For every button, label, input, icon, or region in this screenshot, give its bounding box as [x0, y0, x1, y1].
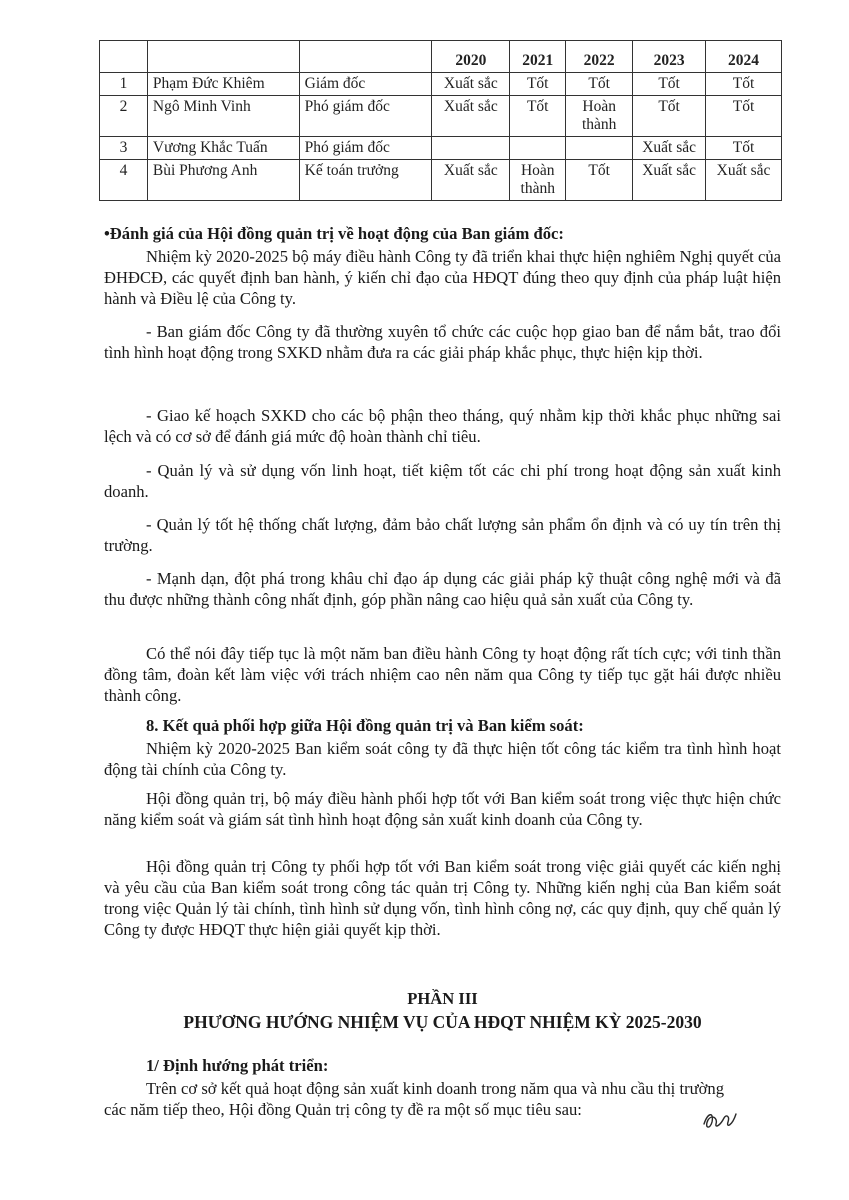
initials-signature-icon	[700, 1104, 740, 1134]
bullet-item: - Mạnh dạn, đột phá trong khâu chỉ đạo áp dụng các giải pháp kỹ thuật công nghệ mới và đã thu được những thành công nhất định, góp phần nâng cao hiệu quả sản xuất của Công ty.	[104, 569, 781, 609]
table-cell: Xuất sắc	[432, 96, 510, 137]
table-row	[100, 160, 782, 201]
table-cell: 3	[100, 137, 148, 160]
development-heading: 1/ Định hướng phát triển:	[146, 1056, 329, 1075]
table-cell: Ngô Minh Vinh	[147, 96, 299, 137]
part-subtitle: PHƯƠNG HƯỚNG NHIỆM VỤ CỦA HĐQT NHIỆM KỲ 2025-2030	[183, 1012, 702, 1032]
table-header-cell	[299, 41, 432, 73]
table-cell: Xuất sắc	[432, 73, 510, 96]
table-cell: Phạm Đức Khiêm	[147, 73, 299, 96]
paragraph: Nhiệm kỳ 2020-2025 bộ máy điều hành Công ty đã triển khai thực hiện nghiêm Nghị quyết của ĐHĐCĐ, các quyết định ban hành, ý kiến chỉ đạo của HĐQT đúng theo quy định của pháp luật hiện hành và Điều lệ của Công ty.	[104, 247, 781, 308]
table-cell: Xuất sắc	[633, 160, 706, 201]
table-cell: 2	[100, 96, 148, 137]
table-header-row	[100, 41, 782, 73]
paragraph: Có thể nói đây tiếp tục là một năm ban điều hành Công ty hoạt động rất tích cực; với tinh thần đồng tâm, đoàn kết làm việc với trách nhiệm cao nên năm qua Công ty tiếp tục gặt hái được nhiều thành công.	[104, 644, 781, 705]
bullet-item: - Ban giám đốc Công ty đã thường xuyên tổ chức các cuộc họp giao ban để nắm bắt, trao đổi tình hình hoạt động trong SXKD nhằm đưa ra các giải pháp khắc phục, thực hiện kịp thời.	[104, 322, 781, 362]
table-row	[100, 73, 782, 96]
table-cell: Tốt	[510, 96, 566, 137]
table-cell: 1	[100, 73, 148, 96]
table-cell: Tốt	[706, 137, 782, 160]
table-header-cell: 2023	[633, 41, 706, 73]
paragraph: Hội đồng quản trị Công ty phối hợp tốt với Ban kiểm soát trong việc giải quyết các kiến nghị và yêu cầu của Ban kiểm soát trong công tác quản trị Công ty. Những kiến nghị của Ban kiểm soát trong việc Quản lý tài chính, tình hình sử dụng vốn, tình hình công nợ, các quy định, quy chế quản lý Công ty được HĐQT thực hiện giải quyết kịp thời.	[104, 857, 781, 939]
table-cell: Tốt	[633, 73, 706, 96]
table-header-cell: 2022	[566, 41, 633, 73]
table-cell: Giám đốc	[299, 73, 432, 96]
table-header-cell: 2024	[706, 41, 782, 73]
paragraph: Hội đồng quản trị, bộ máy điều hành phối hợp tốt với Ban kiểm soát trong việc thực hiện chức năng kiểm soát và giám sát tình hình hoạt động sản xuất kinh doanh của Công ty.	[104, 789, 781, 829]
table-cell: Tốt	[566, 73, 633, 96]
table-cell	[566, 137, 633, 160]
table-cell: 4	[100, 160, 148, 201]
bullet-item: - Quản lý tốt hệ thống chất lượng, đảm bảo chất lượng sản phẩm ổn định và có uy tín trên thị trường.	[104, 515, 781, 555]
evaluation-table	[99, 40, 782, 201]
bullet-item: - Quản lý và sử dụng vốn linh hoạt, tiết kiệm tốt các chi phí trong hoạt động sản xuất kinh doanh.	[104, 461, 781, 501]
table-cell: Bùi Phương Anh	[147, 160, 299, 201]
table-row	[100, 96, 782, 137]
table-header-cell	[147, 41, 299, 73]
table-cell: Xuất sắc	[432, 160, 510, 201]
table-cell: Phó giám đốc	[299, 96, 432, 137]
table-cell: Phó giám đốc	[299, 137, 432, 160]
bullet-item: - Giao kế hoạch SXKD cho các bộ phận theo tháng, quý nhằm kịp thời khắc phục những sai lệch và có cơ sở để đánh giá mức độ hoàn thành chỉ tiêu.	[104, 406, 781, 446]
table-cell: Tốt	[706, 73, 782, 96]
table-cell: Vương Khắc Tuấn	[147, 137, 299, 160]
table-header-cell	[100, 41, 148, 73]
table-cell: Hoàn thành	[566, 96, 633, 137]
table-cell	[432, 137, 510, 160]
table-cell: Hoàn thành	[510, 160, 566, 201]
evaluation-heading: •Đánh giá của Hội đồng quản trị về hoạt động của Ban giám đốc:	[104, 224, 564, 243]
table-cell	[510, 137, 566, 160]
table-cell: Tốt	[510, 73, 566, 96]
table-cell: Tốt	[566, 160, 633, 201]
section-heading: 8. Kết quả phối hợp giữa Hội đồng quản trị và Ban kiểm soát:	[146, 716, 584, 735]
paragraph: Trên cơ sở kết quả hoạt động sản xuất kinh doanh trong năm qua và nhu cầu thị trường các năm tiếp theo, Hội đồng Quản trị công ty đề ra một số mục tiêu sau:	[104, 1079, 724, 1119]
table-row	[100, 137, 782, 160]
paragraph: Nhiệm kỳ 2020-2025 Ban kiểm soát công ty đã thực hiện tốt công tác kiểm tra tình hình hoạt động tài chính của Công ty.	[104, 739, 781, 779]
part-title: PHẦN III	[407, 989, 478, 1008]
table-cell: Xuất sắc	[706, 160, 782, 201]
table-cell: Kế toán trưởng	[299, 160, 432, 201]
table-header-cell: 2020	[432, 41, 510, 73]
table-cell: Tốt	[706, 96, 782, 137]
table-header-cell: 2021	[510, 41, 566, 73]
table-cell: Tốt	[633, 96, 706, 137]
table-cell: Xuất sắc	[633, 137, 706, 160]
